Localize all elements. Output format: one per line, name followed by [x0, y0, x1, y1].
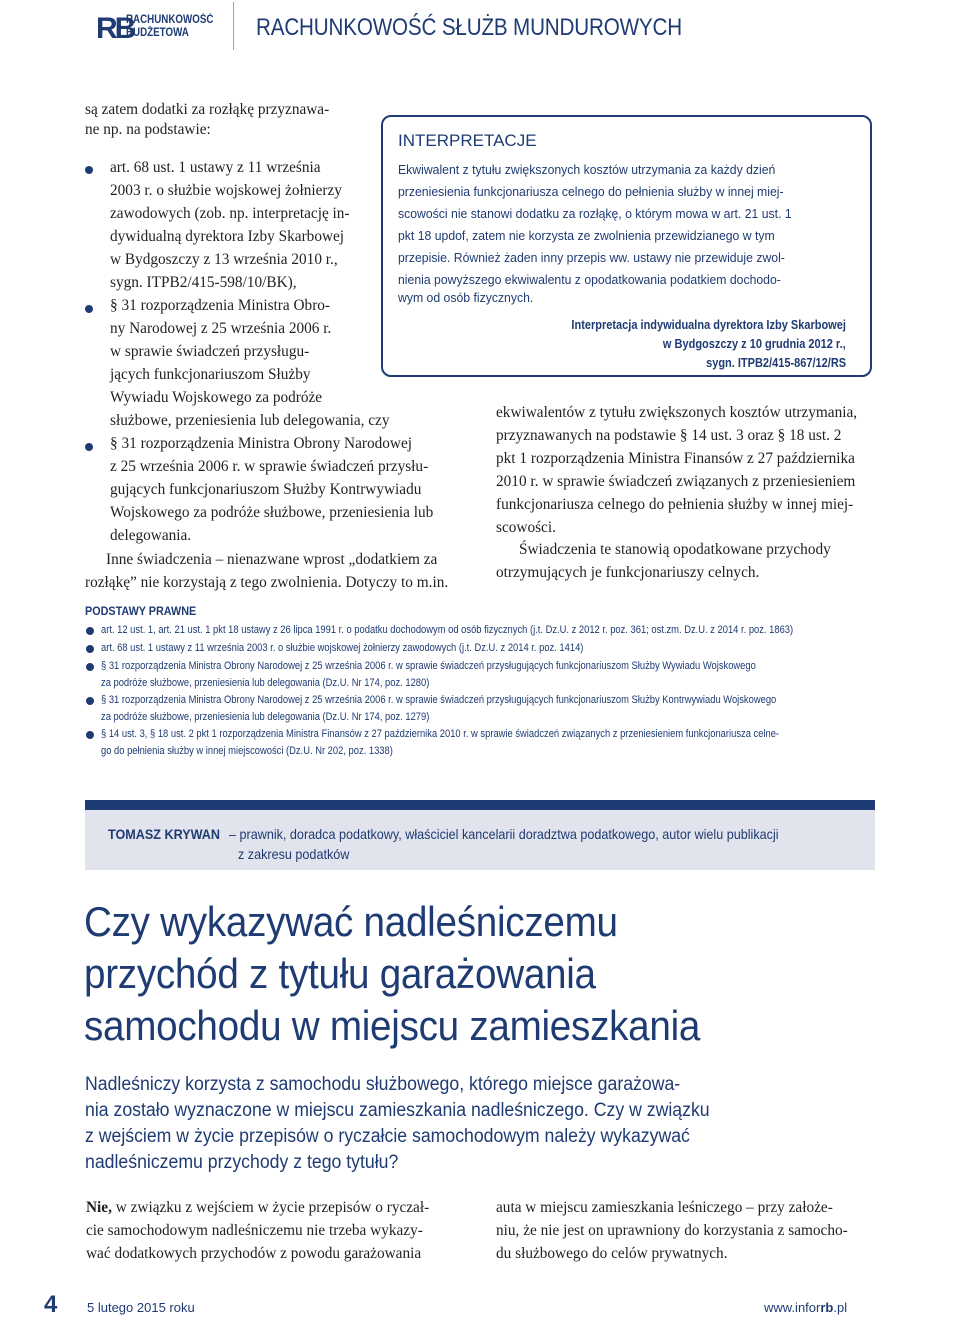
- interpretation-box-title: INTERPRETACJE: [398, 131, 537, 150]
- header-divider: [233, 2, 234, 50]
- article-lead: nadleśniczemu przychody z tego tytułu?: [85, 1152, 399, 1173]
- interpretation-source: Interpretacja indywidualna dyrektora Izby Skarbowej: [571, 318, 846, 332]
- author-name: TOMASZ KRYWAN: [108, 826, 221, 842]
- article-lead: z wejściem w życie przepisów o ryczałcie samochodowym należy wykazywać: [85, 1126, 690, 1147]
- body-line: funkcjonariusza celnego do pełnienia służby w innej miej-: [496, 496, 854, 513]
- article-body-line: wać dodatkowych przychodów z powodu garażowania: [86, 1245, 422, 1262]
- logo-line-2: BUDŻETOWA: [126, 27, 189, 39]
- body-line: delegowania.: [110, 527, 192, 544]
- website-link[interactable]: www.inforrb.pl: [764, 1300, 848, 1315]
- body-line: Wywiadu Wojskowego za podróże: [110, 389, 323, 406]
- body-line: jących funkcjonariuszom Służby: [110, 366, 311, 383]
- issue-date: 5 lutego 2015 roku: [87, 1300, 195, 1315]
- interpretation-line: przepisie. Również żaden inny przepis ww. ustawy nie przewiduje zwol-: [398, 250, 785, 265]
- body-line: ekwiwalentów z tytułu zwiększonych kosztów utrzymania,: [496, 404, 858, 421]
- body-line: sygn. ITPB2/415-598/10/BK),: [110, 274, 297, 291]
- interpretation-line: przeniesienia funkcjonariusza celnego do pełnienia służby w innej miej-: [398, 184, 784, 199]
- body-line: w sprawie świadczeń przysługu-: [110, 343, 310, 360]
- legal-basis-item-cont: go do pełnienia służby w innej miejscowości (Dz.U. Nr 202, poz. 1338): [101, 745, 393, 757]
- body-line: przyznawanych na podstawie § 14 ust. 3 oraz § 18 ust. 2: [496, 427, 842, 444]
- body-line: zawodowych (zob. np. interpretację in-: [110, 205, 350, 222]
- legal-basis-item: § 14 ust. 3, § 18 ust. 2 pkt 1 rozporządzenia Ministra Finansów z 27 października 2010 r. w sprawie świadczeń związanych z przeniesieniem funkcjonariusza celne-: [101, 728, 780, 740]
- article-headline: samochodu w miejscu zamieszkania: [84, 1002, 701, 1049]
- body-line: pkt 1 rozporządzenia Ministra Finansów z 27 października: [496, 450, 855, 467]
- section-divider: [85, 800, 875, 810]
- article-body-line: Nie, w związku z wejściem w życie przepisów o ryczał-: [86, 1199, 430, 1216]
- body-line: § 31 rozporządzenia Ministra Obro-: [110, 297, 331, 314]
- author-bio: z zakresu podatków: [238, 846, 350, 862]
- answer-bold: Nie,: [86, 1199, 112, 1216]
- author-bio: – prawnik, doradca podatkowy, właściciel kancelarii doradztwa podatkowego, autor wielu publikacji: [229, 826, 779, 842]
- body-line: służbowe, przeniesienia lub delegowania, czy: [110, 412, 390, 429]
- article-body-line: cie samochodowym nadleśniczemu nie trzeba wykazy-: [86, 1222, 423, 1239]
- interpretation-line: scowości nie stanowi dodatku za rozłąkę, o którym mowa w art. 21 ust. 1: [398, 206, 792, 221]
- interpretation-line: pkt 18 updof, zatem nie korzysta ze zwolnienia przewidzianego w tym: [398, 228, 775, 243]
- body-line: są zatem dodatki za rozłąkę przyznawa-: [85, 101, 330, 118]
- body-line: Inne świadczenia – nienazwane wprost „dodatkiem za: [106, 551, 438, 568]
- article-headline: przychód z tytułu garażowania: [84, 950, 596, 997]
- section-title: RACHUNKOWOŚĆ SŁUŻB MUNDUROWYCH: [256, 14, 682, 41]
- body-line: 2010 r. w sprawie świadczeń związanych z przeniesieniem: [496, 473, 856, 490]
- logo-line-1: RACHUNKOWOŚĆ: [126, 14, 214, 26]
- article-headline: Czy wykazywać nadleśniczemu: [84, 898, 618, 945]
- interpretation-source: w Bydgoszczy z 10 grudnia 2012 r.,: [663, 337, 846, 351]
- body-line: ny Narodowej z 25 września 2006 r.: [110, 320, 332, 337]
- body-line: ne np. na podstawie:: [85, 121, 211, 138]
- body-line: Wojskowego za podróże służbowe, przeniesienia lub: [110, 504, 434, 521]
- body-line: z 25 września 2006 r. w sprawie świadczeń przysłu-: [110, 458, 429, 475]
- bullet-icon: [86, 731, 94, 739]
- bullet-icon: [86, 627, 94, 635]
- interpretation-line: Ekwiwalent z tytułu zwiększonych kosztów utrzymania za każdy dzień: [398, 162, 776, 177]
- page-number: 4: [44, 1291, 58, 1318]
- bullet-icon: [86, 663, 94, 671]
- bullet-icon: [85, 305, 93, 313]
- publication-logo: [96, 10, 221, 48]
- interpretation-source: sygn. ITPB2/415-867/12/RS: [705, 356, 846, 370]
- body-line: w Bydgoszczy z 13 września 2010 r.,: [110, 251, 338, 268]
- legal-basis-item-cont: za podróże służbowe, przeniesienia lub delegowania (Dz.U. Nr 174, poz. 1280): [101, 677, 430, 689]
- article-body-line: niu, że nie jest on uprawniony do korzystania z samocho-: [496, 1222, 848, 1239]
- bullet-icon: [86, 697, 94, 705]
- body-line: dywidualną dyrektora Izby Skarbowej: [110, 228, 345, 245]
- body-line: gujących funkcjonariuszom Służby Kontrwywiadu: [110, 481, 422, 498]
- body-line: 2003 r. o służbie wojskowej żołnierzy: [110, 182, 342, 199]
- body-line: scowości.: [496, 519, 556, 536]
- legal-basis-item: art. 68 ust. 1 ustawy z 11 września 2003 r. o służbie wojskowej żołnierzy zawodowych (j.t. Dz.U. z 2014 r. poz. 1414): [101, 642, 584, 654]
- legal-basis-item: art. 12 ust. 1, art. 21 ust. 1 pkt 18 ustawy z 26 lipca 1991 r. o podatku dochodowym od osób fizycznych (j.t. Dz.U. z 2012 r. poz. 361; ost.zm. Dz.U. z 2014 r. poz. 1863): [101, 624, 794, 636]
- body-line: § 31 rozporządzenia Ministra Obrony Narodowej: [110, 435, 413, 452]
- body-line: art. 68 ust. 1 ustawy z 11 września: [110, 159, 321, 176]
- legal-basis-title: PODSTAWY PRAWNE: [85, 604, 197, 618]
- body-line: rozłąkę” nie korzystają z tego zwolnienia. Dotyczy to m.in.: [85, 574, 449, 591]
- body-line: Świadczenia te stanowią opodatkowane przychody: [519, 541, 831, 558]
- legal-basis-item: § 31 rozporządzenia Ministra Obrony Narodowej z 25 września 2006 r. w sprawie świadczeń przysługujących funkcjonariuszom Służby Wywiadu Wojskowego: [101, 660, 756, 672]
- logo-mark: RB: [96, 12, 134, 45]
- legal-basis-item-cont: za podróże służbowe, przeniesienia lub delegowania (Dz.U. Nr 174, poz. 1279): [101, 711, 430, 723]
- bullet-icon: [86, 645, 94, 653]
- article-lead: nia zostało wyznaczone w miejscu zamieszkania nadleśniczego. Czy w związku: [85, 1100, 710, 1121]
- bullet-icon: [85, 166, 93, 174]
- article-body-line: auta w miejscu zamieszkania leśniczego – przy założe-: [496, 1199, 833, 1216]
- article-body-line: du służbowego do celów prywatnych.: [496, 1245, 728, 1262]
- interpretation-line: wym od osób fizycznych.: [398, 290, 534, 305]
- bullet-icon: [85, 443, 93, 451]
- article-lead: Nadleśniczy korzysta z samochodu służbowego, którego miejsce garażowa-: [85, 1074, 681, 1095]
- legal-basis-item: § 31 rozporządzenia Ministra Obrony Narodowej z 25 września 2006 r. w sprawie świadczeń przysługujących funkcjonariuszom Służby Kontrwywiadu Wojskowego: [101, 694, 777, 706]
- body-line: otrzymujących je funkcjonariuszy celnych.: [496, 564, 760, 581]
- interpretation-line: nienia powyższego ekwiwalentu z opodatkowania podatkiem dochodo-: [398, 272, 781, 287]
